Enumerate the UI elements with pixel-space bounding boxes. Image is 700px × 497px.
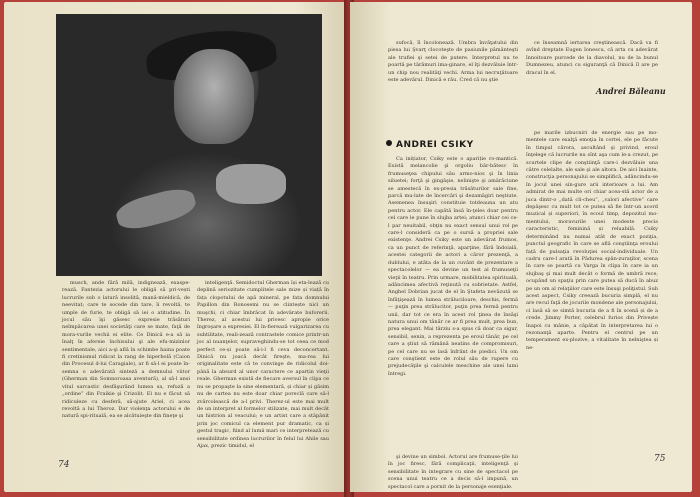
- left-page: [4, 2, 346, 492]
- right-column-1: [388, 156, 518, 451]
- right-page-number: 75: [654, 454, 666, 464]
- actor-portrait-photo: [56, 14, 322, 276]
- book-spread: [4, 0, 696, 497]
- right-bottom-column-1-text: şi devine un simbol. Actorul are frumuse-ţile lui în joc firesc, fără complicaţii, inteligenţă şi sensibilitate în integrare cu sine de spectacol pe scena unui teatru ce a decis să-l impună, un spectacol care a pornit de la personaje esenţiale.: [388, 454, 518, 490]
- left-column-2-text: inteligenţă. Semidoctul Gherman își eta-lează cu deplină seriozitate cumplitele sale mize și viață în fața clopotului de apă mineral, pe fata domnului Papillon din Ronosemi nu se clintește nici un muşchi, ci chiar îmbrăcat în adevărate buforerii. Therez, al acestui lui privesc apropie orice îngroşare a expresiei. El în-fierează vulgarizarea cu subtilitate, reali-zează contrastele comice printr-un joc al nuanţelor, supraveghindu-se tot ceea ce mod perfect ce-și poate să-i-l fi ceva deconcertant. Dinică nu joacă decât fireşte, ma-rea lui originalitate este că te convinge de ridicolul doi-până la absurd al unor caractere ce aparțin vieţii reale. Gherman există de fiecare aversul în clipa ce nu se propaşte la sine elementară, și chiar și găsim nu de cartea nu este doar chiar poreclă care să-l zvârcolească de a-l privi. Therez-ul este mai mult de un interpret al formelor stilizate, mai mult decât un histrion al veacului; e un artist care a stăpânit prin joc comicul ca element pur dramatic, ca și gestul tragic, fiind al lumii mari ce interpretează cu sensibilitate ordinea lucrurilor în felul lui Ahile sau Ajax, prezic timidul, el: [197, 280, 329, 449]
- right-column-2-text: pe marile izbucniri de energie sau pe mo-mentele care exalţă emoţia în cortei, ele pe făcute în timpul cărora, ascultând şi privind, eroul înţelege că lucrurile nu sînt aşa cum le-a crezut, pe scurtele clipe de conştiinţă care-i dezvăluie una către celelalte, ale sale şi ale altora. De aici înainte, construcţia personajului se simplifică, adâncindu-se în jocul unei sin-gure arii interioare a lui. Am admirat de mai multe ori chiar acea-stă actor de a juca dintr-o „dată cli-cheu”, „valori afective” care depăşesc cu mult tot ce putea să fie într-un acord muzical și superiori, în ecoul timp, depozitul mo-mentului, moravurile unei modeste precis caracteristic, feminină și reluabilă. Csiky determinând nu numai atât de exact poziţia, punctul geografic în care se află conştiinţa eroului față de pulsaţia revoluţiei social-individuale. Un cadru care-l arată în Pădurea spân-zuraţilor, scena în care se poartă cu Varga în clipa în care ia un slujbaş şi mai mult decât o formă de umbră rece, ocupând un spaţiu prin care putea să ducă în abuz pe un om al relaţiilor care este însuşi poliţistul. Sub acest aspect, Csiky creează bucuria simplă, el nu are recul faţă de jocurile mondene ale personajului, ci lasă să se simtă bucuria de a fi în scenă și de a crede. Jimmy Porter, celebrul furios din Privește înapoi cu mânie, a căpătat în interpretarea lui o rezonanţă aparte. Pentru el centrul pe un temperament ex-plozive, a vitalitate în nelniştea și ne-: [526, 130, 658, 351]
- right-top-column-1: [388, 40, 518, 100]
- section-heading-text: ANDREI CSIKY: [396, 140, 474, 150]
- left-column-1-text: musch, ande fără milă, indignează, exaspe-rează. Fantezia actorului le obligă să pri-vești lucrurile sub o latură insolită, mană-mieldică, de neevitat; care te socede din tare, îi revoltă, te umple de furie, te obligă să iei o atitudine. În jocul său îşi găsesc expresie trăsături neîmpăcarea unei societăţi care se mate, faţă de mora-vurile vechii ei elite. Ce Dinică e-a să ia înalţ în afereie închisului şi ale efu-mizinlor sentimentale, aici a-şi află în schimbe haina poate fi cretinismul ridicat la rang de hiperbolă (Caion din Procesul d-lui Caragiale), ar fi să-l ei poate în-semna o adevărată sinteză a demnului viitor (Gherman din Somnoroasa aventură), al să-l ansi vitul sarcastic desfăşurând lumea sa, refuză a „ordine” din Fraikie şi Crizolit. El nu e făcut să ridiculeze cu desferă, să-ajute Ariel, ci acea revoltă a lui Theroz. Dar violenţa actorului e de natură spi-rituală, ea se alcătuieşte din fineţe şi: [62, 280, 190, 420]
- photo-hand-shape: [216, 164, 286, 204]
- right-column-1-text: Ca inițiator, Csiky este o apariție ro-mantică. Există melancolie şi orgoliu băr-bătesc în frumuseţea chipului său armo-nios şi în linia siluetei; forţă şi gingăşie, nelinişte şi amărăciune se amestecă în ex-presia trăsăturilor sale fine, parcă mu-late de încercări şi dezamăgiri neştiute. Asemenea însuşiri constituie totdeauna un atu pentru actor. Ele capătă însă în-ţeles doar pentru cel care le pune în slujba artei; atunci chiar cei ce-l par neuitabil, obţin nu exact sensul unui rol pe care-l consideră ca pe o sursă a propriei sale existenţe. Andrei Csiky este un adevărat frumos, ca un punct de referinţă, aparţine, fără îndoială, acestei categorii de actori a căror prezenţă, a dublului, e atâta de la un cuvânt de prezentare a spectacolelor — ea devine un test al frumuseţii vieţii în teatru. Prin urmare, mobilitatea spirituală, adâncimea afectivă reţinută cu sobrietate. Astfel, Anghel Dobrian jucat de el în Ştafeta nevăzută se înfăţişează în lumea străluciloare, deschis, fermă — puţin prea strălucitor, puţin prea fermă pentru unii, dar tot ce era în acest rol ţinea de însăşi natura unui om tânăr ce ar fi prea mult, prea bun, prea elegant. Mai târziu s-a spus că doar ca sigur, sensibil, senin, a reprezenta pe eroul tânăr, pe cel care a ştiut să rămână neatins de compromisuri, pe cel care nu se lasă înfrânt de piedici. Un om care conştient este de rolul său de rupere cu prejudecăţile şi calculele meschine ale unei lumi întregi.: [388, 156, 518, 377]
- right-top-column-1-text: sufocă, îl încolonează. Umbra învăţatului din piesa lui Şvarţ clocoteşte de pasiunile pământeşti ale trufiei şi setei de putere. Interpretul nu te poartă pe tărâmuri ima-ginare, el îţi dezvăluie într-un chip nou realităţi vechi. Arma lui necruţătoare este adevărul. Dinică e râu. Cred că nu ştie: [388, 40, 518, 84]
- right-page: [350, 2, 692, 492]
- left-page-number: 74: [58, 460, 70, 470]
- photo-face-shape: [174, 49, 254, 144]
- photo-hand-shape-2: [113, 184, 198, 234]
- right-column-2: [526, 130, 658, 450]
- left-column-1: [62, 280, 190, 455]
- right-top-column-2-text: ce înseamnă iertarea creştinească. Dacă va fi avînd dreptate Eugen Ionescu, că arta cu adevărat înnoitoare purcede de la diavolul, nu de la bunul Dumnezeu, atunci cu siguranţă că Dinică îl are pe dracul în el.: [526, 40, 658, 76]
- author-signature: Andrei Băleanu: [596, 86, 666, 96]
- section-heading: [386, 140, 474, 150]
- bullet-dot-icon: [386, 140, 392, 146]
- right-bottom-column-1: [388, 454, 518, 490]
- right-top-column-2: [526, 40, 658, 84]
- left-column-2: [197, 280, 329, 480]
